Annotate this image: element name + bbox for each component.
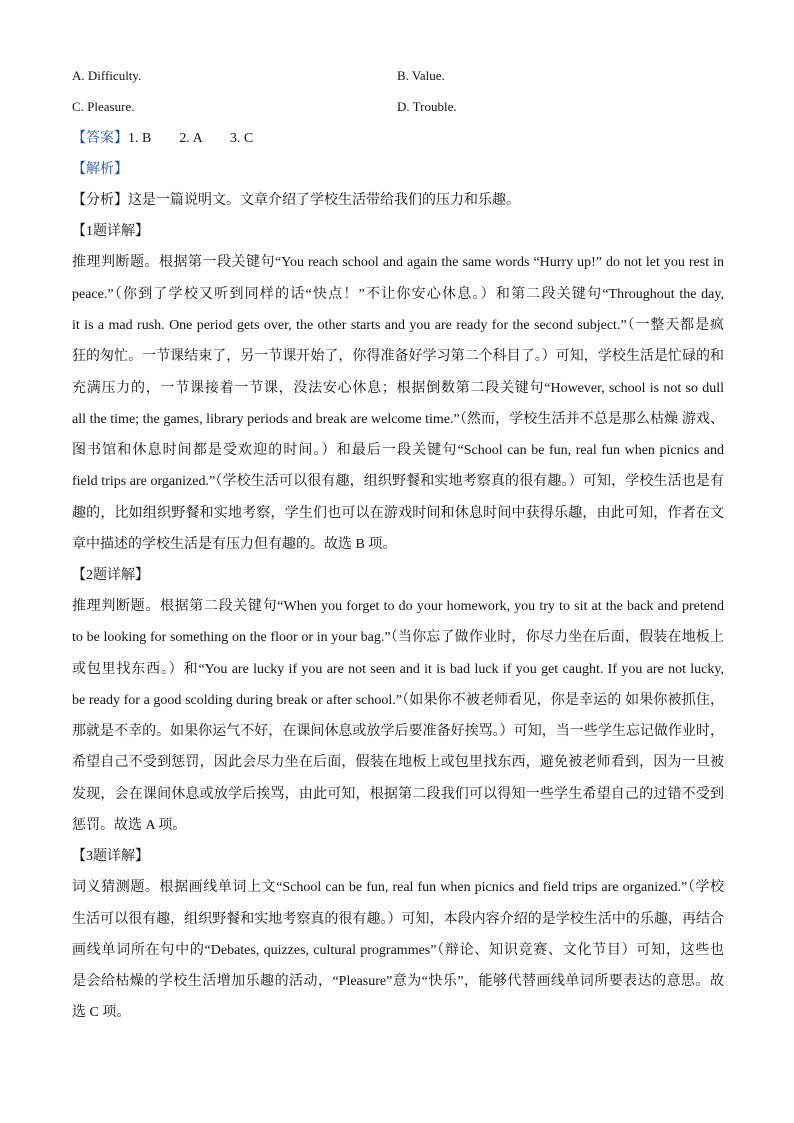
answer-values: 1. B 2. A 3. C [128,131,254,146]
q2-line: to be looking for something on the floor or in your bag.”（当你忘了做作业时，你尽力坐在后面，假装在地板上 [72,630,724,645]
summary-label: 【分析】 [72,193,128,208]
q2-line: 那就是不幸的。如果你运气不好，在课间休息或放学后要准备好挨骂。）可知，当一些学生忘记做作业时， [72,724,724,739]
q2-line: 或包里找东西。）和“You are lucky if you are not seen and it is bad luck if you get caught. If you are not lucky, [72,662,724,677]
q3-line: 词义猜测题。根据画线单词上文“School can be fun, real fun when picnics and field trips are organized.”（学校 [72,880,724,895]
q1-line: 狂的匆忙。一节课结束了，另一节课开始了，你得准备好学习第二个科目了。）可知，学校生活是忙碌的和 [72,349,724,364]
option-b: B. Value. [397,68,445,83]
q3-line: 是会给枯燥的学校生活增加乐趣的活动，“Pleasure”意为“快乐”，能够代替画线单词所要表达的意思。故 [72,974,724,989]
summary-text: 这是一篇说明文。文章介绍了学校生活带给我们的压力和乐趣。 [128,193,520,208]
option-d: D. Trouble. [397,99,457,114]
q2-line: 发现，会在课间休息或放学后挨骂，由此可知，根据第二段我们可以得知一些学生希望自己的过错不受到 [72,787,724,802]
q2-header: 【2题详解】 [72,568,149,583]
summary-line [72,191,724,211]
q3-line: 画线单词所在句中的“Debates, quizzes, cultural programmes”（辩论、知识竞赛、文化节目）可知，这些也 [72,943,724,958]
q1-line: 图书馆和休息时间都是受欢迎的时间。）和最后一段关键句“School can be fun, real fun when picnics and [72,443,724,458]
q1-line: 章中描述的学校生活是有压力但有趣的。故选 B 项。 [72,537,397,552]
q2-line: 希望自己不受到惩罚，因此会尽力坐在后面，假装在地板上或包里找东西，避免被老师看到，因为一旦被 [72,755,724,770]
answer-label: 【答案】 [72,131,128,146]
q1-line: 趣的，比如组织野餐和实地考察，学生们也可以在游戏时间和休息时间中获得乐趣，由此可知，作者在文 [72,506,724,521]
answer-line [72,129,724,149]
q1-header: 【1题详解】 [72,224,149,239]
q3-header: 【3题详解】 [72,849,149,864]
q1-line: 推理判断题。根据第一段关键句“You reach school and again the same words “Hurry up!” do not let you rest in [72,255,724,270]
q1-line: it is a mad rush. One period gets over, the other starts and you are ready for the second subject.”（一整天都是疯 [72,318,724,333]
q3-line: 生活可以很有趣，组织野餐和实地考察真的很有趣。）可知，本段内容介绍的是学校生活中的乐趣，再结合 [72,912,724,927]
option-a: A. Difficulty. [72,68,142,83]
q1-line: 充满压力的，一节课接着一节课，没法安心休息；根据倒数第二段关键句“However, school is not so dull [72,381,724,396]
option-c: C. Pleasure. [72,99,135,114]
q3-line: 选 C 项。 [72,1005,131,1020]
q1-line: field trips are organized.”（学校生活可以很有趣，组织野餐和实地考察真的很有趣。）可知，学校生活也是有 [72,474,724,489]
q1-line: all the time; the games, library periods and break are welcome time.”（然而，学校生活并不总是那么枯燥 游戏、 [72,412,724,427]
q2-line: 推理判断题。根据第二段关键句“When you forget to do your homework, you try to sit at the back and pretend [72,599,724,614]
q2-line: be ready for a good scolding during break or after school.”（如果你不被老师看见，你是幸运的 如果你被抓住， [72,693,724,708]
q1-line: peace.”（你到了学校又听到同样的话“快点！”不让你安心休息。）和第二段关键句“Throughout the day, [72,287,724,302]
q2-line: 惩罚。故选 A 项。 [72,818,187,833]
analysis-header: 【解析】 [72,162,128,177]
